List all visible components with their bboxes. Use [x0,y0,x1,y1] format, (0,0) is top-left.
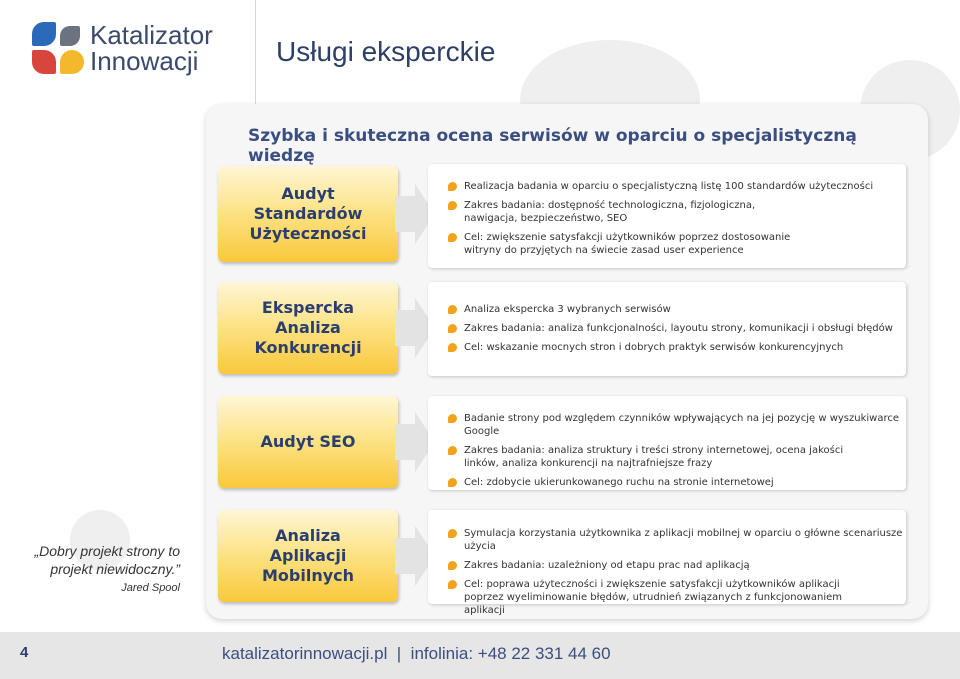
bullet-icon [448,529,457,538]
section-label: Audyt SEO [260,432,356,451]
bullet-icon [448,561,457,570]
logo[interactable] [30,20,230,80]
list-item: Analiza ekspercka 3 wybranych serwisów [446,303,906,316]
logo-line1: Katalizator [90,20,213,50]
quote [20,542,180,594]
logo-line2: Innowacji [90,46,199,76]
bullet-icon [448,414,457,423]
section-bullets [446,180,906,263]
bullet-icon [448,343,457,352]
list-item: Cel: wskazanie mocnych stron i dobrych praktyk serwisów konkurencyjnych [446,341,906,354]
page-number: 4 [20,644,29,661]
page-title: Usługi eksperckie [276,36,496,67]
section-bullets [446,527,906,623]
quote-author: Jared Spool [121,582,180,594]
footer [0,632,960,679]
bullet-icon [448,580,457,589]
section-button-audyt-seo[interactable] [218,396,398,488]
section-label: Ekspercka Analiza Konkurencji [254,298,362,357]
logo-text [90,22,213,74]
quote-text: „Dobry projekt strony to projekt niewidoczny.” [34,543,180,577]
list-item: Zakres badania: analiza funkcjonalności, layoutu strony, komunikacji i obsługi błędów [446,322,906,335]
section-button-ekspercka-analiza[interactable] [218,282,398,374]
list-item: Zakres badania: uzależniony od etapu prac nad aplikacją [446,559,906,572]
list-item: Symulacja korzystania użytkownika z aplikacji mobilnej w oparciu o główne scenariusze użycia [446,527,906,553]
bullet-icon [448,478,457,487]
list-item: Badanie strony pod względem czynników wpływających na jej pozycję w wyszukiwarce Google [446,412,906,438]
footer-contact[interactable]: katalizatorinnowacji.pl | infolinia: +48 22 331 44 60 [222,644,611,663]
list-item: Cel: zwiększenie satysfakcji użytkowników poprzez dostosowanie witryny do przyjętych na świecie zasad user experience [446,231,906,257]
list-item: Cel: poprawa użyteczności i zwiększenie satysfakcji użytkowników aplikacji poprzez wyeliminowanie błędów, utrudnień związanych z funkcjonowaniem aplikacji [446,578,906,617]
bullet-icon [448,305,457,314]
list-item: Cel: zdobycie ukierunkowanego ruchu na stronie internetowej [446,476,906,489]
section-button-audyt-standardow[interactable] [218,166,398,262]
header-divider [255,0,256,104]
section-label: Audyt Standardów Użyteczności [249,184,367,243]
bullet-icon [448,182,457,191]
bullet-icon [448,446,457,455]
section-button-analiza-aplikacji[interactable] [218,510,398,602]
bullet-icon [448,201,457,210]
card-title: Szybka i skuteczna ocena serwisów w oparciu o specjalistyczną wiedzę [248,126,857,166]
list-item: Realizacja badania w oparciu o specjalistyczną listę 100 standardów użyteczności [446,180,906,193]
header [0,0,960,104]
logo-icon [30,20,86,76]
section-bullets [446,303,906,360]
section-bullets [446,412,906,495]
bullet-icon [448,324,457,333]
section-label: Analiza Aplikacji Mobilnych [261,526,355,585]
list-item: Zakres badania: analiza struktury i treści strony internetowej, ocena jakości linków, analiza konkurencji na najtrafniejsze frazy [446,444,906,470]
list-item: Zakres badania: dostępność technologiczna, fizjologiczna, nawigacja, bezpieczeństwo, SEO [446,199,906,225]
bullet-icon [448,233,457,242]
